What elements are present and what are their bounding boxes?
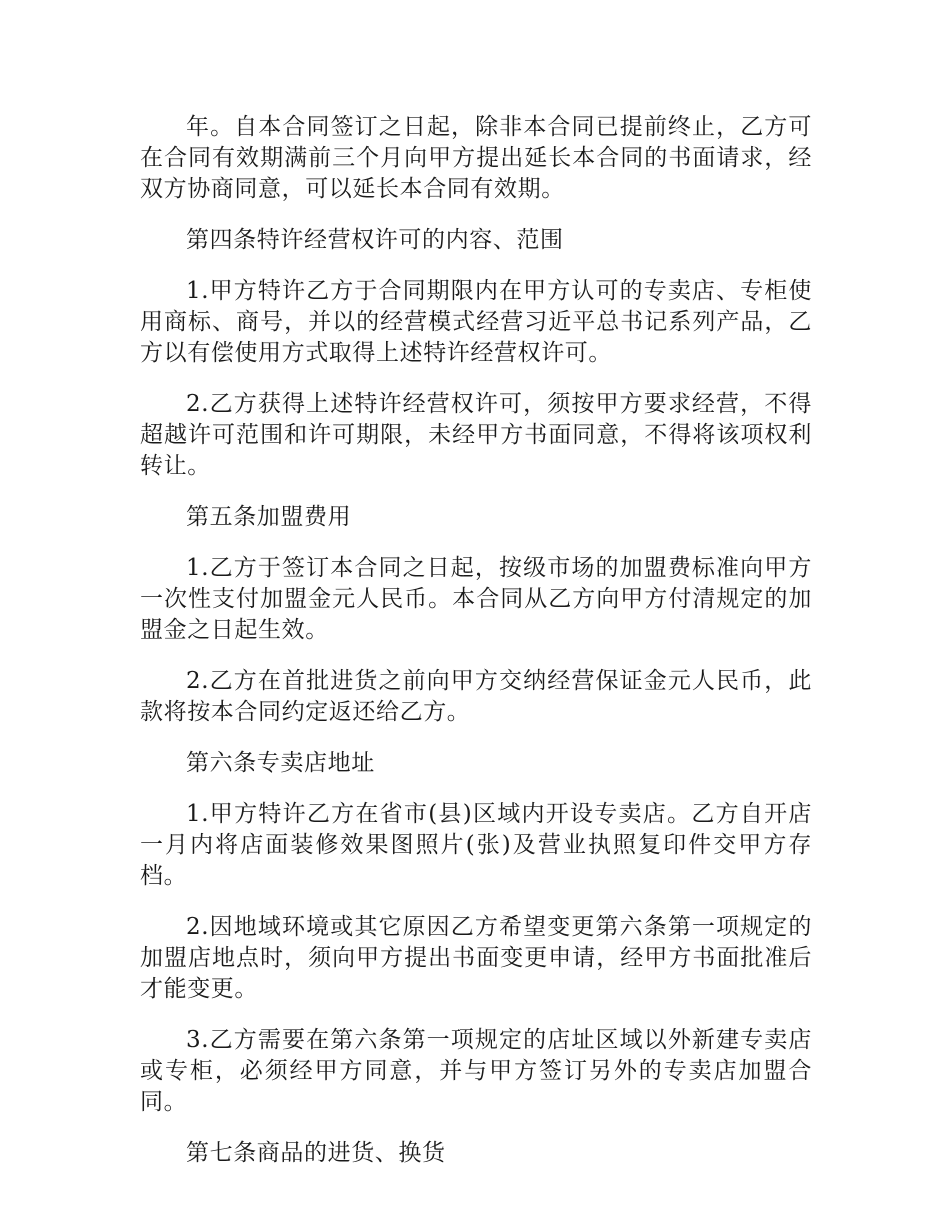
paragraph-article-4-item-2: 2.乙方获得上述特许经营权许可，须按甲方要求经营，不得超越许可范围和许可期限，未经甲方书面同意，不得将该项权利转让。	[140, 391, 812, 479]
paragraph-term-extension: 年。自本合同签订之日起，除非本合同已提前终止，乙方可在合同有效期满前三个月向甲方提出延长本合同的书面请求，经双方协商同意，可以延长本合同有效期。	[140, 114, 812, 202]
paragraph-article-6-item-1: 1.甲方特许乙方在省市(县)区域内开设专卖店。乙方自开店一月内将店面装修效果图照片(张)及营业执照复印件交甲方存档。	[140, 801, 812, 889]
paragraph-article-6-item-2: 2.因地域环境或其它原因乙方希望变更第六条第一项规定的加盟店地点时，须向甲方提出书面变更申请，经甲方书面批准后才能变更。	[140, 914, 812, 1002]
heading-article-6: 第六条专卖店地址	[186, 750, 375, 776]
paragraph-article-5-item-1: 1.乙方于签订本合同之日起，按级市场的加盟费标准向甲方一次性支付加盟金元人民币。本合同从乙方向甲方付清规定的加盟金之日起生效。	[140, 555, 812, 643]
heading-article-4: 第四条特许经营权许可的内容、范围	[186, 227, 564, 253]
paragraph-article-4-item-1: 1.甲方特许乙方于合同期限内在甲方认可的专卖店、专柜使用商标、商号，并以的经营模式经营习近平总书记系列产品，乙方以有偿使用方式取得上述特许经营权许可。	[140, 278, 812, 366]
paragraph-article-5-item-2: 2.乙方在首批进货之前向甲方交纳经营保证金元人民币，此款将按本合同约定返还给乙方。	[140, 668, 812, 725]
paragraph-article-6-item-3: 3.乙方需要在第六条第一项规定的店址区域以外新建专卖店或专柜，必须经甲方同意，并与甲方签订另外的专卖店加盟合同。	[140, 1027, 812, 1115]
document-body	[140, 112, 812, 1189]
heading-article-7: 第七条商品的进货、换货	[186, 1140, 446, 1166]
heading-article-5: 第五条加盟费用	[186, 504, 352, 530]
